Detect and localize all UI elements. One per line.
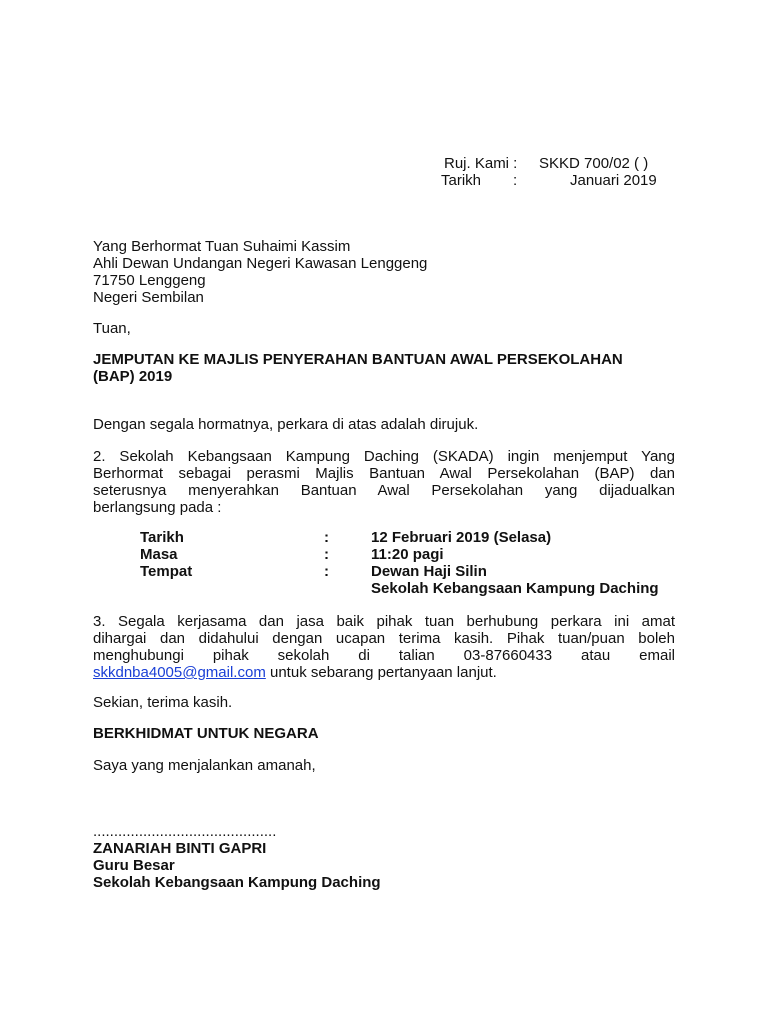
paragraph-3-line-2: dihargai dan didahului dengan ucapan terima kasih. Pihak tuan/puan boleh <box>93 630 675 647</box>
recipient-line-2: Ahli Dewan Undangan Negeri Kawasan Lenggeng <box>93 255 428 272</box>
reference-number: SKKD 700/02 ( ) <box>539 155 649 172</box>
signature-line: ............................................ <box>93 823 277 840</box>
recipient-line-3: 71750 Lenggeng <box>93 272 206 289</box>
detail-value-time: 11:20 pagi <box>371 546 444 563</box>
paragraph-3-line-4 <box>93 664 497 681</box>
date-label: Tarikh <box>441 172 482 189</box>
detail-colon-time: : <box>324 546 329 563</box>
motto: BERKHIDMAT UNTUK NEGARA <box>93 725 319 742</box>
email-link[interactable]: skkdnba4005@gmail.com <box>93 664 266 681</box>
detail-colon-date: : <box>324 529 329 546</box>
signatory-school: Sekolah Kebangsaan Kampung Daching <box>93 874 381 891</box>
detail-label-time: Masa <box>140 546 178 563</box>
subject-line-1: JEMPUTAN KE MAJLIS PENYERAHAN BANTUAN AWAL PERSEKOLAHAN <box>93 351 623 368</box>
reference-label: Ruj. Kami : <box>444 155 518 172</box>
paragraph-2-line-2: Berhormat sebagai perasmi Majlis Bantuan Awal Persekolahan (BAP) dan <box>93 465 675 482</box>
salutation: Tuan, <box>93 320 131 337</box>
signatory-name: ZANARIAH BINTI GAPRI <box>93 840 267 857</box>
signatory-title: Guru Besar <box>93 857 175 874</box>
date-value: Januari 2019 <box>570 172 657 189</box>
paragraph-2-line-1: 2. Sekolah Kebangsaan Kampung Daching (SKADA) ingin menjemput Yang <box>93 448 675 465</box>
paragraph-3-tail: untuk sebarang pertanyaan lanjut. <box>265 664 497 681</box>
detail-value-venue-school: Sekolah Kebangsaan Kampung Daching <box>371 580 659 597</box>
paragraph-2-line-4: berlangsung pada : <box>93 499 222 516</box>
subject-line-2: (BAP) 2019 <box>93 368 173 385</box>
detail-label-venue: Tempat <box>140 563 193 580</box>
paragraph-2-line-3: seterusnya menyerahkan Bantuan Awal Persekolahan yang dijadualkan <box>93 482 675 499</box>
detail-value-venue: Dewan Haji Silin <box>371 563 487 580</box>
detail-label-date: Tarikh <box>140 529 184 546</box>
paragraph-3-line-1: 3. Segala kerjasama dan jasa baik pihak tuan berhubung perkara ini amat <box>93 613 675 630</box>
closing-text: Sekian, terima kasih. <box>93 694 233 711</box>
recipient-line-1: Yang Berhormat Tuan Suhaimi Kassim <box>93 238 351 255</box>
paragraph-1: Dengan segala hormatnya, perkara di atas adalah dirujuk. <box>93 416 479 433</box>
detail-colon-venue: : <box>324 563 329 580</box>
detail-value-date: 12 Februari 2019 (Selasa) <box>371 529 552 546</box>
date-colon: : <box>513 172 518 189</box>
paragraph-3-line-3: menghubungi pihak sekolah di talian 03-87660433 atau email <box>93 647 675 664</box>
recipient-line-4: Negeri Sembilan <box>93 289 204 306</box>
amanah-text: Saya yang menjalankan amanah, <box>93 757 316 774</box>
